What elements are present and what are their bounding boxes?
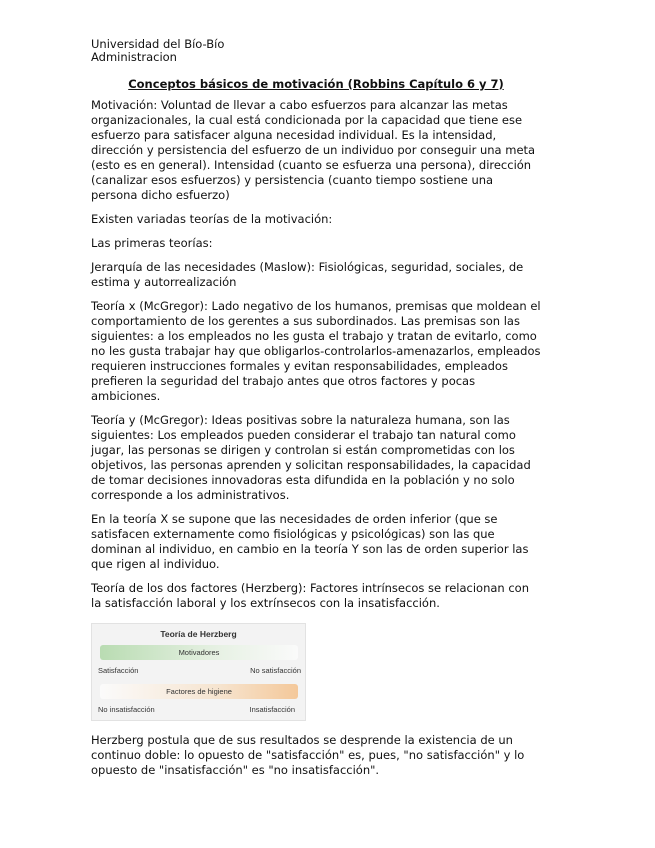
hygiene-label: Factores de higiene: [166, 687, 232, 696]
university-name: Universidad del Bío-Bío: [91, 37, 225, 51]
no-satisfaction-label: No satisfacción: [250, 666, 301, 675]
no-dissatisfaction-label: No insatisfacción: [98, 705, 155, 714]
document-page: [91, 38, 541, 778]
paragraph-primeras-teorias: Las primeras teorías:: [91, 236, 213, 250]
motivators-band: [100, 645, 298, 660]
paragraph-closing: Herzberg postula que de sus resultados se desprende la existencia de un continuo doble: lo opuesto de "satisfacción" es, pues, "no satisfacción" y lo opuesto de "insatisfacción" es "no insatisfacción".: [91, 733, 525, 777]
paragraph-comparacion-xy: En la teoría X se supone que las necesidades de orden inferior (que se satisfacen externamente como fisiológicas y psicológicas) son las que dominan al individuo, en cambio en la teoría Y son las de orden superior las que rigen al individuo.: [91, 512, 529, 571]
figure-title: Teoría de Herzberg: [160, 629, 237, 639]
paragraph-teoria-x: Teoría x (McGregor): Lado negativo de los humanos, premisas que moldean el comportamiento de los gerentes a sus subordinados. Las premisas son las siguientes: a los empleados no les gusta el trabajo y tratan de evitarlo, como no les gusta trabajar hay que obligarlos-controlarlos-amenazarlos, empleados requieren instrucciones formales y evitan responsabilidades, empleados prefieren la seguridad del trabajo antes que otros factores y pocas ambiciones.: [91, 299, 541, 403]
document-title: Conceptos básicos de motivación (Robbins Capítulo 6 y 7): [128, 77, 504, 91]
paragraph-teoria-y: Teoría y (McGregor): Ideas positivas sobre la naturaleza humana, son las siguientes: Los empleados pueden considerar el trabajo tan natural como jugar, las personas se dirigen y controlan si están comprometidas con los objetivos, las personas aprenden y solicitan responsabilidades, la capacidad de tomar decisiones innovadoras esta difundida en la población y no solo corresponde a los administrativos.: [91, 413, 531, 502]
satisfaction-label: Satisfacción: [98, 666, 139, 675]
motivators-label: Motivadores: [178, 648, 220, 657]
hygiene-band: [100, 684, 298, 699]
paragraph-herzberg: Teoría de los dos factores (Herzberg): Factores intrínsecos se relacionan con la satisfacción laboral y los extrínsecos con la insatisfacción.: [91, 581, 529, 610]
dissatisfaction-label: Insatisfacción: [249, 705, 295, 714]
paragraph-motivacion: Motivación: Voluntad de llevar a cabo esfuerzos para alcanzar las metas organizacionales, la cual está condicionada por la capacidad que tiene ese esfuerzo para satisfacer alguna necesidad individual. Es la intensidad, dirección y persistencia del esfuerzo de un individuo por conseguir una meta (esto es en general). Intensidad (cuanto se esfuerza una persona), dirección (canalizar esos esfuerzos) y persistencia (cuanto tiempo sostiene una persona dicho esfuerzo): [91, 98, 536, 202]
paragraph-teorias-intro: Existen variadas teorías de la motivación:: [91, 212, 333, 226]
paragraph-maslow: Jerarquía de las necesidades (Maslow): Fisiológicas, seguridad, sociales, de estima y autorrealización: [91, 260, 524, 289]
department-name: Administracion: [91, 50, 177, 64]
herzberg-figure: [91, 623, 306, 721]
